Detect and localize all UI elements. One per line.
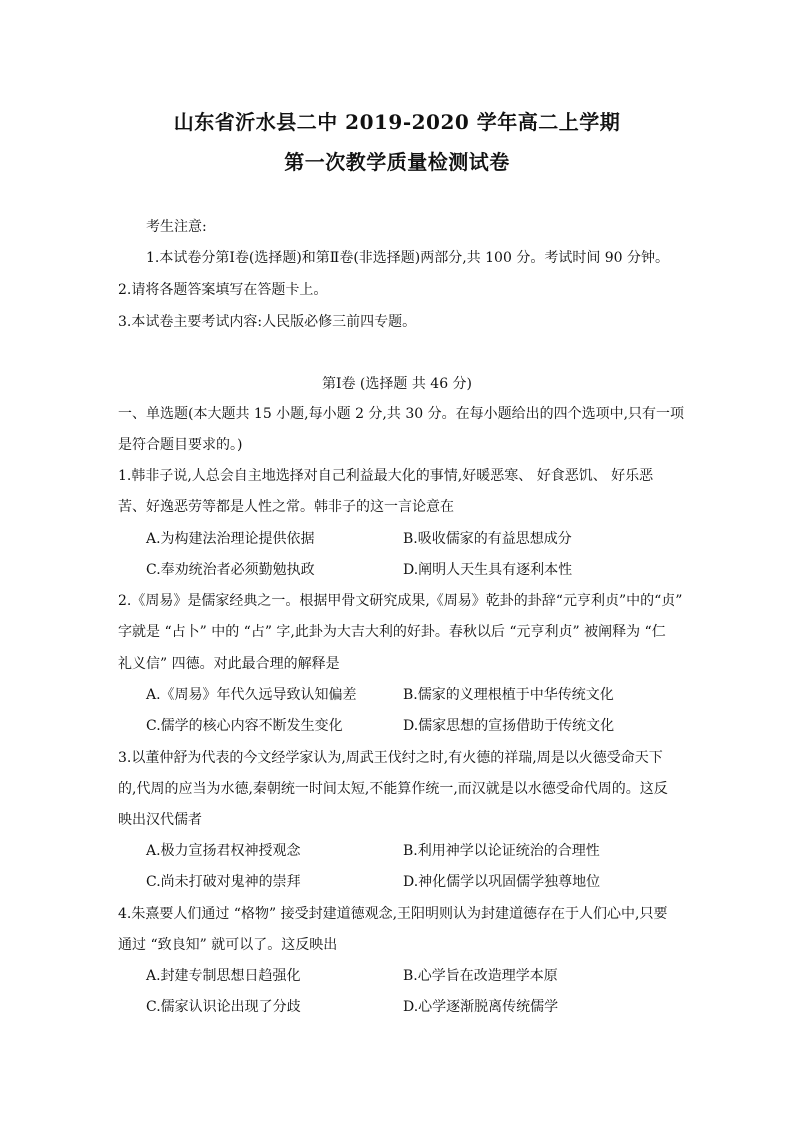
q2-option-d: D.儒家思想的宣扬借助于传统文化 <box>403 718 615 734</box>
q3-option-d: D.神化儒学以巩固儒学独尊地位 <box>403 874 601 890</box>
q2-stem-line1: 2.《周易》是儒家经典之一。根据甲骨文研究成果,《周易》乾卦的卦辞“元亨利贞”中的“贞” <box>118 593 683 609</box>
q2-stem-line3: 礼义信” 四德。对此最合理的解释是 <box>118 656 340 672</box>
q3-stem-line3: 映出汉代儒者 <box>118 812 202 828</box>
q3-option-a: A.极力宣扬君权神授观念 <box>146 843 301 859</box>
q2-option-a: A.《周易》年代久远导致认知偏差 <box>146 687 357 703</box>
q3-stem-line2: 的,代周的应当为水德,秦朝统一时间太短,不能算作统一,而汉就是以水德受命代周的。这反 <box>118 781 668 797</box>
q1-option-c: C.奉劝统治者必须勤勉执政 <box>146 562 315 578</box>
q2-stem-line2: 字就是 “占卜” 中的 “占” 字,此卦为大吉大利的好卦。春秋以后 “元亨利贞” 被阐释为 “仁 <box>118 624 666 640</box>
q4-stem-line1: 4.朱熹要人们通过 “格物” 接受封建道德观念,王阳明则认为封建道德存在于人们心中,只要 <box>118 906 668 922</box>
section-instruction-line2: 是符合题目要求的。) <box>118 437 243 453</box>
q4-stem-line2: 通过 “致良知” 就可以了。这反映出 <box>118 937 338 953</box>
q4-option-c: C.儒家认识论出现了分歧 <box>146 999 301 1015</box>
q3-option-b: B.利用神学以论证统治的合理性 <box>403 843 600 859</box>
q1-stem-line1: 1.韩非子说,人总会自主地选择对自己利益最大化的事情,好暖恶寒、 好食恶饥、 好乐恶 <box>118 468 654 484</box>
notice-item-3: 3.本试卷主要考试内容:人民版必修三前四专题。 <box>118 314 417 330</box>
q4-option-b: B.心学旨在改造理学本原 <box>403 968 558 984</box>
notice-heading: 考生注意: <box>146 219 207 235</box>
exam-title-line1: 山东省沂水县二中 2019-2020 学年高二上学期 <box>173 110 621 134</box>
exam-title-line2: 第一次教学质量检测试卷 <box>284 150 510 174</box>
q1-option-b: B.吸收儒家的有益思想成分 <box>403 531 572 547</box>
q3-stem-line1: 3.以董仲舒为代表的今文经学家认为,周武王伐纣之时,有火德的祥瑞,周是以火德受命天下 <box>118 750 663 766</box>
notice-item-1: 1.本试卷分第Ⅰ卷(选择题)和第Ⅱ卷(非选择题)两部分,共 100 分。考试时间 90 分钟。 <box>146 250 670 266</box>
section-instruction-line1: 一、单选题(本大题共 15 小题,每小题 2 分,共 30 分。在每小题给出的四个选项中,只有一项 <box>118 406 685 422</box>
q1-stem-line2: 苦、好逸恶劳等都是人性之常。韩非子的这一言论意在 <box>118 499 454 515</box>
notice-item-2: 2.请将各题答案填写在答题卡上。 <box>118 282 328 298</box>
q3-option-c: C.尚未打破对鬼神的崇拜 <box>146 874 301 890</box>
q4-option-a: A.封建专制思想日趋强化 <box>146 968 301 984</box>
section-heading: 第Ⅰ卷 (选择题 共 46 分) <box>321 376 473 392</box>
q1-option-a: A.为构建法治理论提供依据 <box>146 531 315 547</box>
q2-option-c: C.儒学的核心内容不断发生变化 <box>146 718 343 734</box>
q1-option-d: D.阐明人天生具有逐利本性 <box>403 562 573 578</box>
q4-option-d: D.心学逐渐脱离传统儒学 <box>403 999 559 1015</box>
q2-option-b: B.儒家的义理根植于中华传统文化 <box>403 687 614 703</box>
